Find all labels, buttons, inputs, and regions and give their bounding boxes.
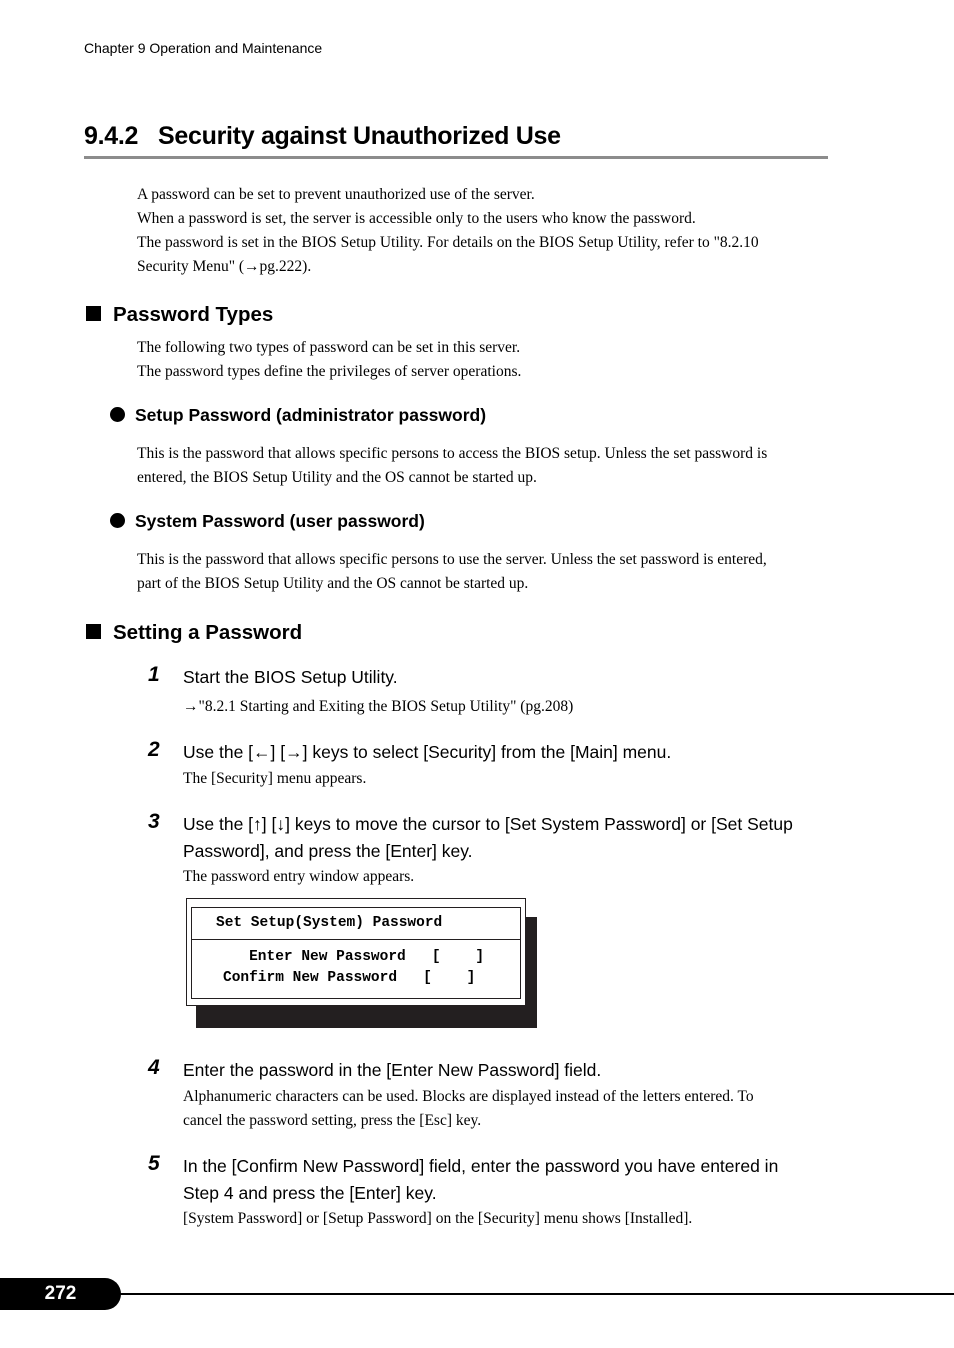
step-instruction-line: Password], and press the [Enter] key. (183, 841, 473, 861)
description-line: entered, the BIOS Setup Utility and the OS cannot be started up. (137, 469, 537, 486)
square-bullet-icon (86, 306, 101, 321)
step-note-line: The [Security] menu appears. (183, 770, 367, 787)
step-instruction-line: Use the [↑] [↓] keys to move the cursor to [Set System Password] or [Set Setup (183, 814, 793, 834)
step-note-line: The password entry window appears. (183, 868, 415, 885)
setup-password-heading-text: Setup Password (administrator password) (135, 405, 487, 425)
step-note-line: [System Password] or [Setup Password] on the [Security] menu shows [Installed]. (183, 1210, 693, 1227)
password-entry-window-frame (191, 907, 521, 999)
password-window-title: Set Setup(System) Password (216, 915, 443, 931)
password-types-heading-text: Password Types (113, 303, 274, 326)
password-entry-window (186, 898, 526, 1006)
step-note (183, 767, 823, 791)
step-note (183, 1085, 823, 1133)
step-note (183, 865, 823, 889)
step-instruction (183, 739, 833, 766)
description-line: part of the BIOS Setup Utility and the OS cannot be started up. (137, 575, 529, 592)
step-number: 3 (148, 810, 160, 833)
intro-line: Security Menu" (→pg.222). (137, 258, 312, 275)
password-types-intro (137, 336, 521, 384)
step-note (183, 1207, 823, 1231)
setting-password-heading (86, 621, 302, 645)
step-note (183, 695, 823, 719)
step-instruction-line: In the [Confirm New Password] field, enter the password you have entered in (183, 1156, 779, 1176)
step-number: 4 (148, 1056, 160, 1079)
setup-password-heading (110, 405, 486, 426)
running-head: Chapter 9 Operation and Maintenance (84, 40, 323, 56)
description-line: This is the password that allows specific persons to access the BIOS setup. Unless the set password is (137, 445, 768, 462)
section-title: 9.4.2 Security against Unauthorized Use (84, 122, 561, 150)
step-instruction-line: Use the [←] [→] keys to select [Security] from the [Main] menu. (183, 742, 672, 762)
step-instruction (183, 664, 833, 691)
intro-line: The following two types of password can be set in this server. (137, 339, 521, 356)
step-number: 1 (148, 663, 160, 686)
step-number: 2 (148, 738, 160, 761)
section-title-rule (84, 156, 828, 159)
system-password-heading-text: System Password (user password) (135, 511, 425, 531)
step-number: 5 (148, 1152, 160, 1175)
intro-line: A password can be set to prevent unauthorized use of the server. (137, 186, 535, 203)
step-instruction-line: Step 4 and press the [Enter] key. (183, 1183, 437, 1203)
step-note-line: cancel the password setting, press the [Esc] key. (183, 1112, 482, 1129)
system-password-heading (110, 511, 425, 532)
enter-new-password-field: Enter New Password [ ] (223, 949, 485, 965)
step-instruction-line: Start the BIOS Setup Utility. (183, 667, 398, 687)
confirm-new-password-field: Confirm New Password [ ] (223, 970, 476, 986)
setup-password-description (137, 442, 767, 490)
page-number: 272 (0, 1278, 121, 1310)
step-note-line: →"8.2.1 Starting and Exiting the BIOS Setup Utility" (pg.208) (183, 698, 574, 715)
intro-line: The password is set in the BIOS Setup Utility. For details on the BIOS Setup Utility, refer to "8.2.10 (137, 234, 759, 251)
setting-password-heading-text: Setting a Password (113, 621, 303, 644)
square-bullet-icon (86, 624, 101, 639)
window-divider (192, 939, 520, 940)
footer-rule (100, 1293, 954, 1295)
section-intro (137, 183, 759, 279)
system-password-description (137, 548, 767, 596)
password-types-heading (86, 303, 273, 327)
step-instruction (183, 1057, 833, 1084)
circle-bullet-icon (110, 513, 125, 528)
step-instruction (183, 1153, 833, 1207)
intro-line: When a password is set, the server is accessible only to the users who know the password. (137, 210, 696, 227)
step-instruction (183, 811, 833, 865)
description-line: This is the password that allows specific persons to use the server. Unless the set password is entered, (137, 551, 767, 568)
step-note-line: Alphanumeric characters can be used. Blocks are displayed instead of the letters entered. To (183, 1088, 754, 1105)
circle-bullet-icon (110, 407, 125, 422)
intro-line: The password types define the privileges of server operations. (137, 363, 522, 380)
step-instruction-line: Enter the password in the [Enter New Password] field. (183, 1060, 602, 1080)
